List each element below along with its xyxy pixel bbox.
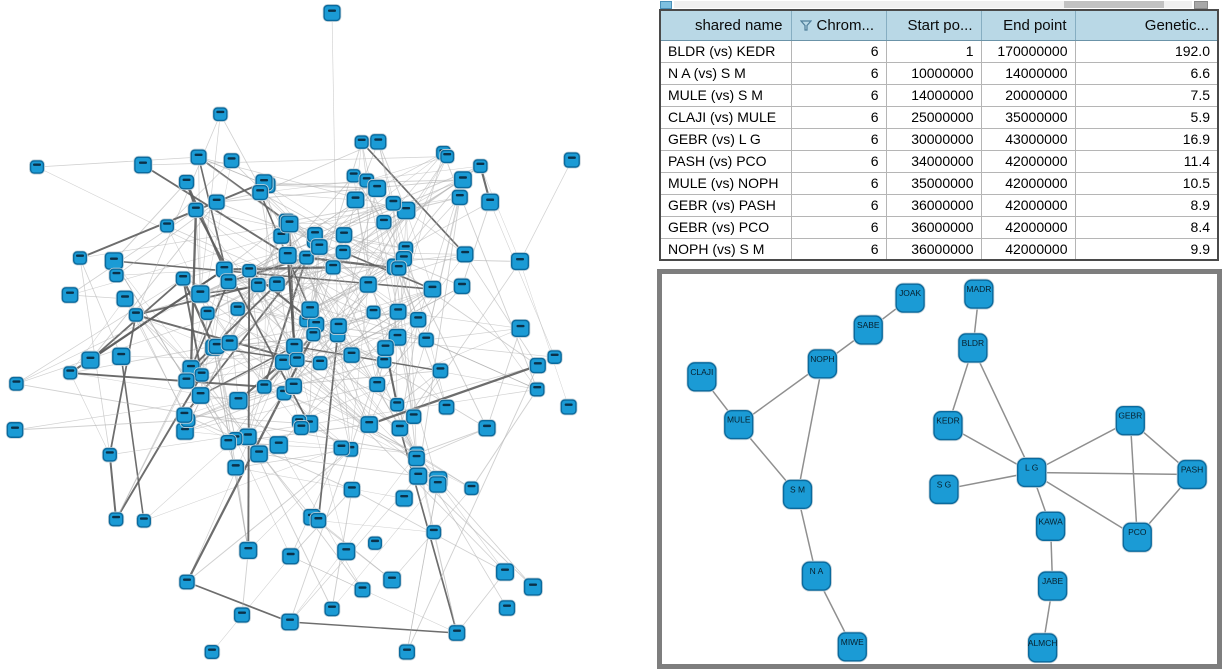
network-node[interactable] xyxy=(190,149,207,165)
scroll-corner-chip xyxy=(660,1,672,9)
network-node[interactable] xyxy=(807,349,837,379)
network-node[interactable] xyxy=(511,319,530,337)
column-header-1[interactable] xyxy=(791,10,886,40)
network-edge[interactable] xyxy=(90,202,216,360)
network-node[interactable] xyxy=(837,632,867,662)
table-cell[interactable]: 6.6 xyxy=(1075,62,1218,84)
node-label: SABE xyxy=(856,320,880,331)
network-edge[interactable] xyxy=(472,389,538,488)
table-cell[interactable]: 6 xyxy=(791,128,886,150)
table-cell[interactable]: 8.9 xyxy=(1075,194,1218,216)
node-label: KEDR xyxy=(936,415,960,426)
network-node[interactable] xyxy=(208,194,225,210)
table-cell[interactable]: 6 xyxy=(791,84,886,106)
network-node[interactable] xyxy=(192,387,210,404)
network-node[interactable] xyxy=(409,467,428,485)
column-header-label: Genetic... xyxy=(1144,17,1209,35)
network-edge[interactable] xyxy=(15,386,294,430)
node-label: PCO xyxy=(1128,527,1147,538)
table-cell[interactable]: 36000000 xyxy=(886,194,981,216)
table-row[interactable] xyxy=(660,238,1218,260)
network-node[interactable] xyxy=(426,525,441,540)
network-node[interactable] xyxy=(312,356,327,371)
network-node[interactable] xyxy=(343,347,360,363)
table-row[interactable] xyxy=(660,84,1218,106)
network-edge[interactable] xyxy=(318,521,433,533)
network-node[interactable] xyxy=(242,264,257,278)
table-cell[interactable]: 6 xyxy=(791,106,886,128)
network-node[interactable] xyxy=(230,302,245,316)
network-node[interactable] xyxy=(370,134,387,150)
network-node[interactable] xyxy=(204,645,219,660)
network-node[interactable] xyxy=(377,340,394,356)
network-node[interactable] xyxy=(418,332,434,347)
table-cell[interactable]: 5.9 xyxy=(1075,106,1218,128)
network-node[interactable] xyxy=(1036,511,1066,541)
network-node[interactable] xyxy=(310,513,326,529)
network-node[interactable] xyxy=(191,285,210,303)
network-node[interactable] xyxy=(354,135,369,149)
network-edge[interactable] xyxy=(417,428,487,453)
network-node[interactable] xyxy=(239,542,257,560)
network-node[interactable] xyxy=(337,543,356,561)
network-edge[interactable] xyxy=(297,360,505,572)
table-row[interactable] xyxy=(660,62,1218,84)
column-header-0[interactable] xyxy=(660,10,791,40)
network-node[interactable] xyxy=(112,347,131,365)
network-node[interactable] xyxy=(279,247,297,265)
network-edge[interactable] xyxy=(973,348,1032,473)
network-node[interactable] xyxy=(330,318,347,334)
network-node[interactable] xyxy=(179,574,195,589)
column-header-3[interactable] xyxy=(981,10,1075,40)
network-node[interactable] xyxy=(179,175,195,190)
table-top-scrollbar[interactable] xyxy=(655,0,1222,9)
network-edge[interactable] xyxy=(417,428,487,458)
network-node[interactable] xyxy=(395,490,413,507)
network-node[interactable] xyxy=(343,482,360,498)
table-cell[interactable]: 14000000 xyxy=(886,84,981,106)
network-edge[interactable] xyxy=(117,270,225,276)
network-node[interactable] xyxy=(63,366,78,380)
network-node[interactable] xyxy=(368,536,383,550)
network-node[interactable] xyxy=(220,274,236,290)
table-cell[interactable]: 43000000 xyxy=(981,128,1075,150)
network-node[interactable] xyxy=(369,377,385,393)
network-node[interactable] xyxy=(496,563,515,581)
network-node[interactable] xyxy=(289,352,304,367)
network-node[interactable] xyxy=(473,159,488,173)
table-cell[interactable]: 6 xyxy=(791,238,886,260)
table-cell[interactable]: GEBR (vs) PCO xyxy=(660,216,791,238)
network-node[interactable] xyxy=(929,474,959,504)
table-cell[interactable]: 9.9 xyxy=(1075,238,1218,260)
network-node[interactable] xyxy=(194,368,209,382)
table-cell[interactable]: 42000000 xyxy=(981,150,1075,172)
network-node[interactable] xyxy=(423,281,441,298)
node-label: GEBR xyxy=(1118,410,1143,421)
table-cell[interactable]: 6 xyxy=(791,62,886,84)
network-node[interactable] xyxy=(368,180,387,198)
network-node[interactable] xyxy=(385,196,401,211)
node-label: KAWA xyxy=(1038,516,1063,527)
table-cell[interactable]: 20000000 xyxy=(981,84,1075,106)
network-node[interactable] xyxy=(250,445,268,462)
network-node[interactable] xyxy=(406,409,422,424)
network-node[interactable] xyxy=(390,398,405,412)
node-label: S M xyxy=(789,484,806,495)
network-node[interactable] xyxy=(61,287,78,303)
network-edge[interactable] xyxy=(114,182,187,261)
network-node[interactable] xyxy=(547,350,562,364)
table-cell[interactable]: 6 xyxy=(791,216,886,238)
table-cell[interactable]: 35000000 xyxy=(886,172,981,194)
network-edge[interactable] xyxy=(1032,472,1192,474)
network-node[interactable] xyxy=(383,571,401,588)
network-node[interactable] xyxy=(176,407,193,423)
network-node[interactable] xyxy=(456,246,473,263)
network-node[interactable] xyxy=(530,382,545,397)
network-node[interactable] xyxy=(464,481,479,495)
network-node[interactable] xyxy=(853,315,883,345)
node-label: NOPH xyxy=(810,353,835,364)
table-row[interactable] xyxy=(660,172,1218,194)
network-node[interactable] xyxy=(336,227,353,243)
network-edge[interactable] xyxy=(236,468,249,551)
network-node[interactable] xyxy=(137,514,152,528)
network-edge[interactable] xyxy=(1130,421,1137,538)
network-node[interactable] xyxy=(895,283,925,313)
network-node[interactable] xyxy=(354,582,370,598)
table-cell[interactable]: 42000000 xyxy=(981,238,1075,260)
network-node[interactable] xyxy=(335,245,351,260)
table-cell[interactable]: GEBR (vs) L G xyxy=(660,128,791,150)
network-node[interactable] xyxy=(323,5,341,22)
network-node[interactable] xyxy=(478,420,496,437)
detail-network-panel[interactable] xyxy=(657,269,1222,669)
network-node[interactable] xyxy=(432,363,448,378)
table-row[interactable] xyxy=(660,150,1218,172)
network-node[interactable] xyxy=(200,306,215,320)
network-edge[interactable] xyxy=(110,455,116,520)
column-header-4[interactable] xyxy=(1075,10,1218,40)
table-cell[interactable]: 14000000 xyxy=(981,62,1075,84)
network-edge[interactable] xyxy=(457,572,505,633)
table-cell[interactable]: PASH (vs) PCO xyxy=(660,150,791,172)
network-node[interactable] xyxy=(453,278,470,294)
table-cell[interactable]: 1 xyxy=(886,40,981,62)
node-label: JABE xyxy=(1042,576,1064,587)
network-node[interactable] xyxy=(452,190,469,206)
network-node[interactable] xyxy=(301,301,319,318)
network-node[interactable] xyxy=(306,328,321,342)
table-row[interactable] xyxy=(660,40,1218,62)
network-node[interactable] xyxy=(325,260,341,275)
table-cell[interactable]: 25000000 xyxy=(886,106,981,128)
network-node[interactable] xyxy=(220,435,236,450)
network-node[interactable] xyxy=(251,278,266,293)
column-header-2[interactable] xyxy=(886,10,981,40)
network-edge[interactable] xyxy=(259,454,418,476)
network-edge[interactable] xyxy=(438,480,533,587)
table-cell[interactable]: GEBR (vs) PASH xyxy=(660,194,791,216)
network-node[interactable] xyxy=(188,202,204,217)
scrollbar-button[interactable] xyxy=(1194,1,1208,9)
scrollbar-thumb[interactable] xyxy=(1064,1,1164,8)
network-edge[interactable] xyxy=(121,356,144,521)
network-node[interactable] xyxy=(933,411,963,441)
table-cell[interactable]: 8.4 xyxy=(1075,216,1218,238)
table-cell[interactable]: 6 xyxy=(791,40,886,62)
table-cell[interactable]: 10000000 xyxy=(886,62,981,84)
network-edge[interactable] xyxy=(212,556,291,652)
network-node[interactable] xyxy=(134,156,152,173)
network-edge[interactable] xyxy=(332,13,338,335)
node-label: MIWE xyxy=(840,636,864,647)
network-edge[interactable] xyxy=(407,366,538,652)
node-label: S G xyxy=(936,479,952,490)
network-node[interactable] xyxy=(1177,460,1207,490)
network-node[interactable] xyxy=(221,335,238,351)
network-node[interactable] xyxy=(410,312,427,328)
network-node[interactable] xyxy=(391,420,408,436)
network-node[interactable] xyxy=(448,625,465,641)
network-node[interactable] xyxy=(234,607,251,623)
table-cell[interactable]: 36000000 xyxy=(886,216,981,238)
network-node[interactable] xyxy=(958,333,988,363)
scrollbar-track[interactable] xyxy=(674,1,1192,8)
network-edge[interactable] xyxy=(37,157,199,167)
network-node[interactable] xyxy=(128,308,143,322)
node-label: CLAJI xyxy=(690,366,714,377)
network-node[interactable] xyxy=(252,185,268,201)
column-header-label: Chrom... xyxy=(816,17,875,35)
network-node[interactable] xyxy=(724,410,754,440)
network-node[interactable] xyxy=(1115,406,1145,436)
table-cell[interactable]: NOPH (vs) S M xyxy=(660,238,791,260)
network-node[interactable] xyxy=(294,421,309,436)
network-node[interactable] xyxy=(560,399,577,415)
network-node[interactable] xyxy=(213,107,228,121)
network-node[interactable] xyxy=(280,215,298,233)
table-row[interactable] xyxy=(660,194,1218,216)
network-node[interactable] xyxy=(1038,571,1068,601)
right-column xyxy=(655,0,1222,669)
table-cell[interactable]: CLAJI (vs) MULE xyxy=(660,106,791,128)
node-label: N A xyxy=(809,566,824,577)
network-node[interactable] xyxy=(9,377,24,391)
table-cell[interactable]: 34000000 xyxy=(886,150,981,172)
network-node[interactable] xyxy=(564,152,581,168)
table-cell[interactable]: 35000000 xyxy=(981,106,1075,128)
node-label: PASH xyxy=(1180,464,1204,475)
node-label: MULE xyxy=(726,414,751,425)
network-node[interactable] xyxy=(257,380,272,394)
network-node[interactable] xyxy=(1122,522,1152,552)
network-node[interactable] xyxy=(438,399,454,414)
table-cell[interactable]: 192.0 xyxy=(1075,40,1218,62)
network-node[interactable] xyxy=(360,416,378,433)
network-edge[interactable] xyxy=(290,454,417,622)
network-node[interactable] xyxy=(109,268,124,282)
node-label: L G xyxy=(1025,462,1039,473)
network-node[interactable] xyxy=(81,351,100,369)
network-node[interactable] xyxy=(223,153,239,168)
network-node[interactable] xyxy=(964,279,994,309)
table-header[interactable] xyxy=(660,10,1218,40)
network-node[interactable] xyxy=(104,252,123,270)
network-node[interactable] xyxy=(376,215,392,230)
table-cell[interactable]: BLDR (vs) KEDR xyxy=(660,40,791,62)
network-node[interactable] xyxy=(108,512,123,527)
network-node[interactable] xyxy=(1017,458,1047,488)
network-node[interactable] xyxy=(30,160,45,174)
table-cell[interactable]: 6 xyxy=(791,194,886,216)
network-node[interactable] xyxy=(454,171,472,189)
table-cell[interactable]: 42000000 xyxy=(981,194,1075,216)
network-node[interactable] xyxy=(481,193,499,211)
network-node[interactable] xyxy=(229,392,248,410)
node-label: JOAK xyxy=(899,288,922,299)
table-cell[interactable]: N A (vs) S M xyxy=(660,62,791,84)
network-node[interactable] xyxy=(359,276,377,293)
network-node[interactable] xyxy=(389,303,406,320)
network-node[interactable] xyxy=(285,378,302,394)
network-node[interactable] xyxy=(269,436,288,454)
network-node[interactable] xyxy=(783,479,813,509)
table-cell[interactable]: 11.4 xyxy=(1075,150,1218,172)
network-edge[interactable] xyxy=(462,202,490,286)
network-edge[interactable] xyxy=(798,364,823,495)
node-label: MADR xyxy=(966,284,992,295)
detail-network-canvas[interactable] xyxy=(662,274,1217,664)
network-node[interactable] xyxy=(116,290,134,307)
table-cell[interactable]: 16.9 xyxy=(1075,128,1218,150)
network-node[interactable] xyxy=(269,276,285,292)
network-node[interactable] xyxy=(408,450,425,466)
node-label: ALMCH xyxy=(1027,637,1058,648)
table-panel-gap xyxy=(655,261,1222,269)
table-cell[interactable]: MULE (vs) S M xyxy=(660,84,791,106)
network-node[interactable] xyxy=(73,251,88,265)
column-header-label: shared name xyxy=(694,17,783,35)
network-edge[interactable] xyxy=(116,381,186,519)
network-node[interactable] xyxy=(333,440,349,456)
network-edge[interactable] xyxy=(16,271,249,384)
network-node[interactable] xyxy=(399,644,416,660)
network-edge[interactable] xyxy=(16,279,183,384)
network-node[interactable] xyxy=(499,600,516,616)
network-edge[interactable] xyxy=(291,556,363,590)
table-row[interactable] xyxy=(660,106,1218,128)
table-cell[interactable]: 42000000 xyxy=(981,172,1075,194)
network-node[interactable] xyxy=(160,219,175,233)
network-node[interactable] xyxy=(178,373,195,389)
table-row[interactable] xyxy=(660,216,1218,238)
table-cell[interactable]: 6 xyxy=(791,172,886,194)
network-node[interactable] xyxy=(281,613,299,630)
network-node[interactable] xyxy=(687,362,717,392)
network-node[interactable] xyxy=(227,459,244,475)
column-header-label: Start po... xyxy=(907,17,973,35)
network-node[interactable] xyxy=(524,578,543,596)
network-node[interactable] xyxy=(801,561,831,591)
network-node[interactable] xyxy=(6,422,23,438)
network-node[interactable] xyxy=(175,271,190,286)
table-cell[interactable]: 10.5 xyxy=(1075,172,1218,194)
edge-attribute-table[interactable] xyxy=(659,9,1219,261)
network-node[interactable] xyxy=(366,305,381,319)
table-cell[interactable]: 6 xyxy=(791,150,886,172)
network-node[interactable] xyxy=(511,253,530,271)
network-edge[interactable] xyxy=(290,622,457,633)
network-node[interactable] xyxy=(440,150,455,164)
network-node[interactable] xyxy=(282,548,300,565)
table-cell[interactable]: MULE (vs) NOPH xyxy=(660,172,791,194)
network-node[interactable] xyxy=(1028,633,1058,663)
network-node[interactable] xyxy=(311,239,328,255)
network-edge[interactable] xyxy=(520,160,572,262)
table-cell[interactable]: 30000000 xyxy=(886,128,981,150)
network-node[interactable] xyxy=(346,191,364,208)
network-node[interactable] xyxy=(391,261,407,276)
table-cell[interactable]: 170000000 xyxy=(981,40,1075,62)
network-node[interactable] xyxy=(102,448,117,462)
table-cell[interactable]: 7.5 xyxy=(1075,84,1218,106)
table-cell[interactable]: 42000000 xyxy=(981,216,1075,238)
table-cell[interactable]: 36000000 xyxy=(886,238,981,260)
network-node[interactable] xyxy=(529,358,546,374)
network-node[interactable] xyxy=(429,476,447,493)
network-edge[interactable] xyxy=(462,286,537,389)
filter-funnel-icon[interactable] xyxy=(800,20,812,31)
column-header-label: End point xyxy=(1003,17,1067,35)
table-row[interactable] xyxy=(660,128,1218,150)
node-label: BLDR xyxy=(961,337,985,348)
network-node[interactable] xyxy=(324,601,340,616)
